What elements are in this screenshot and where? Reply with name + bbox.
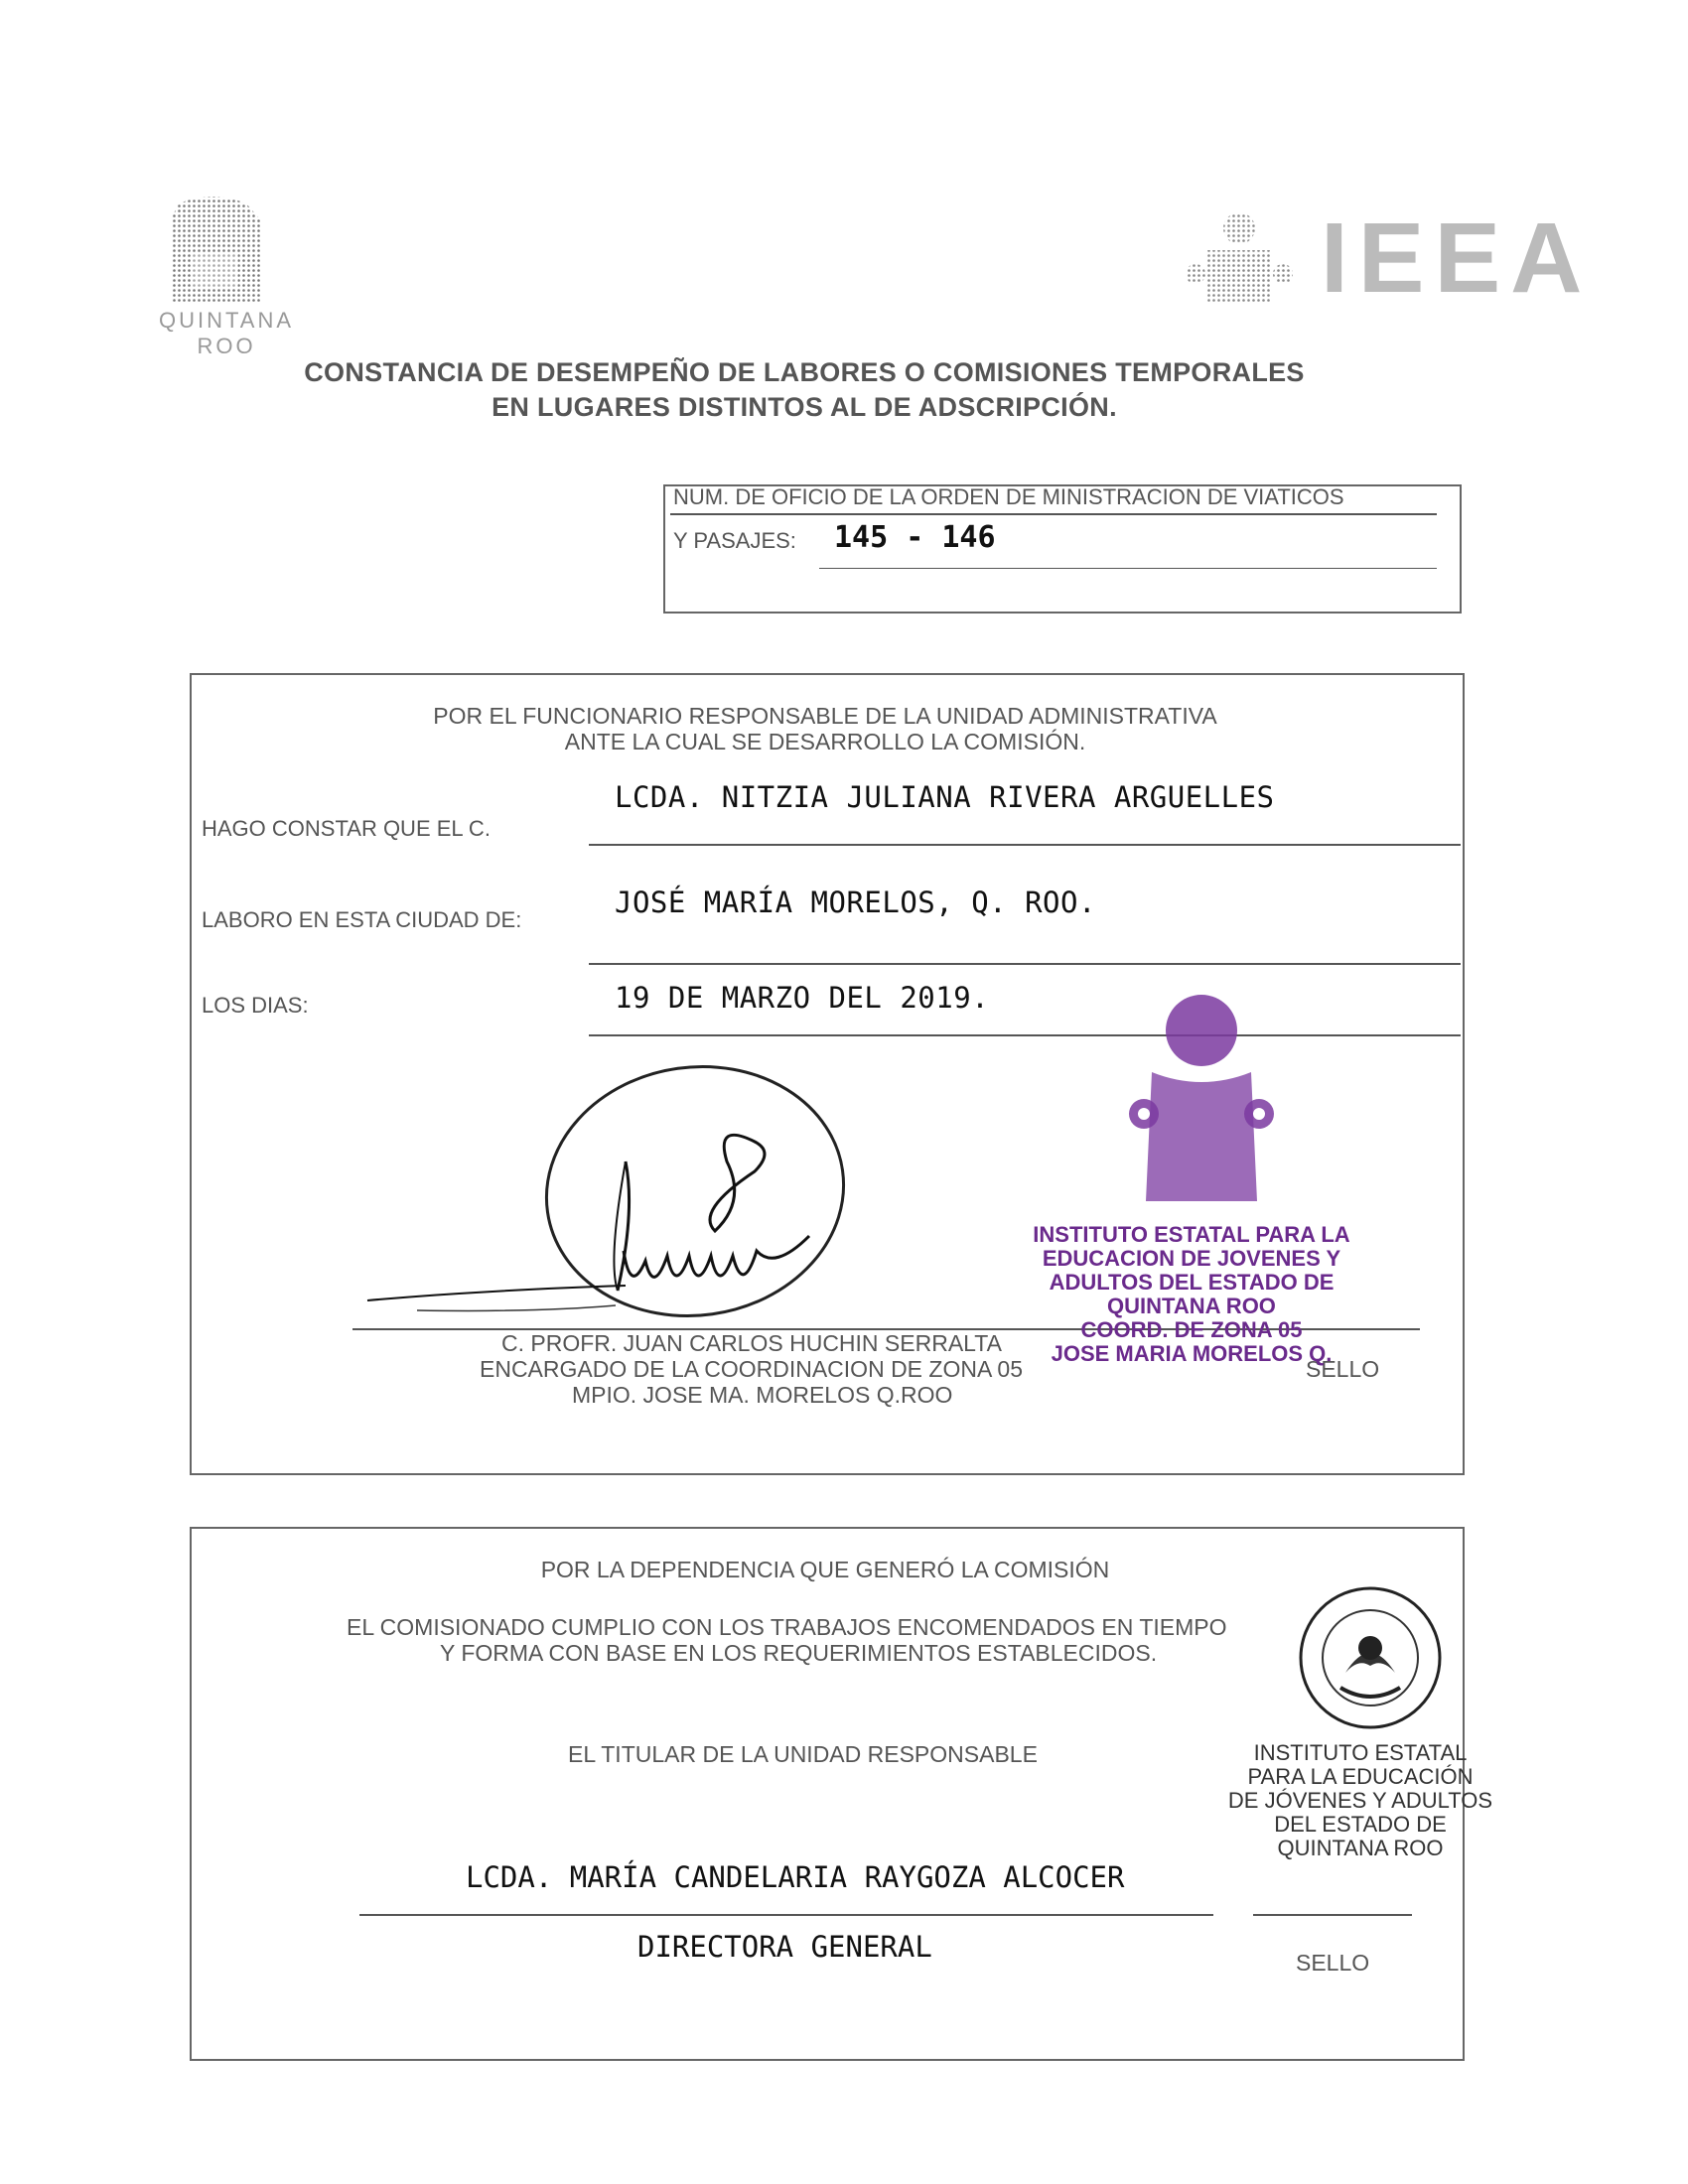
signer-title: ENCARGADO DE LA COORDINACION DE ZONA 05 (480, 1356, 1024, 1382)
section1-heading-line2: ANTE LA CUAL SE DESARROLLO LA COMISIÓN. (564, 729, 1086, 754)
section2-text-line2: Y FORMA CON BASE EN LOS REQUERIMIENTOS ESTABLECIDOS. (440, 1640, 1158, 1666)
director-position: DIRECTORA GENERAL (637, 1930, 932, 1964)
dias-value: 19 DE MARZO DEL 2019. (615, 981, 990, 1015)
institute-stamp-text (1211, 1741, 1509, 1860)
hago-value: LCDA. NITZIA JULIANA RIVERA ARGUELLES (615, 780, 1275, 814)
section1-heading-line1: POR EL FUNCIONARIO RESPONSABLE DE LA UNIDAD ADMINISTRATIVA (433, 703, 1217, 729)
ciudad-label: LABORO EN ESTA CIUDAD DE: (202, 907, 522, 932)
oficio-underline-2 (819, 568, 1437, 569)
sello-label-1: SELLO (1306, 1356, 1380, 1382)
oficio-label-line1: NUM. DE OFICIO DE LA ORDEN DE MINISTRACION DE VIATICOS (673, 484, 1344, 509)
institute-stamp-line: DE JÓVENES Y ADULTOS (1227, 1788, 1493, 1813)
purple-stamp-line: EDUCACION DE JOVENES Y (1042, 1246, 1341, 1271)
ieea-logo-emblem (1172, 208, 1311, 338)
director-signature-line (359, 1914, 1213, 1916)
hago-underline (589, 844, 1461, 846)
institute-stamp-line: QUINTANA ROO (1277, 1836, 1444, 1860)
purple-stamp-line: COORD. DE ZONA 05 (1080, 1317, 1303, 1342)
purple-stamp-text (1003, 1223, 1380, 1366)
purple-stamp-line: ADULTOS DEL ESTADO DE (1049, 1270, 1335, 1295)
national-seal (1291, 1578, 1450, 1737)
oficio-value: 145 - 146 (834, 520, 996, 555)
handwritten-signature (357, 1052, 854, 1340)
institute-stamp-line: PARA LA EDUCACIÓN (1247, 1764, 1474, 1789)
signer-location: MPIO. JOSE MA. MORELOS Q.ROO (572, 1382, 953, 1408)
ieea-purple-stamp-emblem (1122, 993, 1291, 1201)
dias-label: LOS DIAS: (202, 993, 309, 1018)
purple-stamp-line: JOSE MARIA MORELOS Q. (1051, 1341, 1333, 1366)
purple-stamp-line: INSTITUTO ESTATAL PARA LA (1033, 1222, 1350, 1247)
oficio-label-line2: Y PASAJES: (673, 528, 796, 553)
institute-stamp-line: DEL ESTADO DE (1274, 1812, 1447, 1837)
section2-heading: POR LA DEPENDENCIA QUE GENERÓ LA COMISIÓN (540, 1557, 1110, 1582)
signer-name: C. PROFR. JUAN CARLOS HUCHIN SERRALTA (501, 1330, 1002, 1356)
hago-label: HAGO CONSTAR QUE EL C. (202, 816, 491, 841)
quintana-roo-caption: QUINTANA ROO (158, 308, 295, 358)
sello-label-2: SELLO (1296, 1950, 1370, 1976)
oficio-underline-1 (670, 513, 1437, 515)
ciudad-value: JOSÉ MARÍA MORELOS, Q. ROO. (615, 886, 1096, 919)
director-name: LCDA. MARÍA CANDELARIA RAYGOZA ALCOCER (466, 1860, 1125, 1894)
ciudad-underline (589, 963, 1461, 965)
purple-stamp-line: QUINTANA ROO (1107, 1294, 1276, 1318)
institute-stamp-line: INSTITUTO ESTATAL (1253, 1740, 1468, 1765)
ieea-logo-text: IEEA (1321, 203, 1593, 314)
document-title-line1: CONSTANCIA DE DESEMPEÑO DE LABORES O COMISIONES TEMPORALES (304, 357, 1305, 387)
section2-text-line1: EL COMISIONADO CUMPLIO CON LOS TRABAJOS ENCOMENDADOS EN TIEMPO (347, 1614, 1227, 1640)
dias-underline (589, 1034, 1461, 1036)
titular-label: EL TITULAR DE LA UNIDAD RESPONSABLE (568, 1741, 1038, 1767)
document-title-line2: EN LUGARES DISTINTOS AL DE ADSCRIPCIÓN. (492, 392, 1117, 422)
sello-line-2 (1253, 1914, 1412, 1916)
